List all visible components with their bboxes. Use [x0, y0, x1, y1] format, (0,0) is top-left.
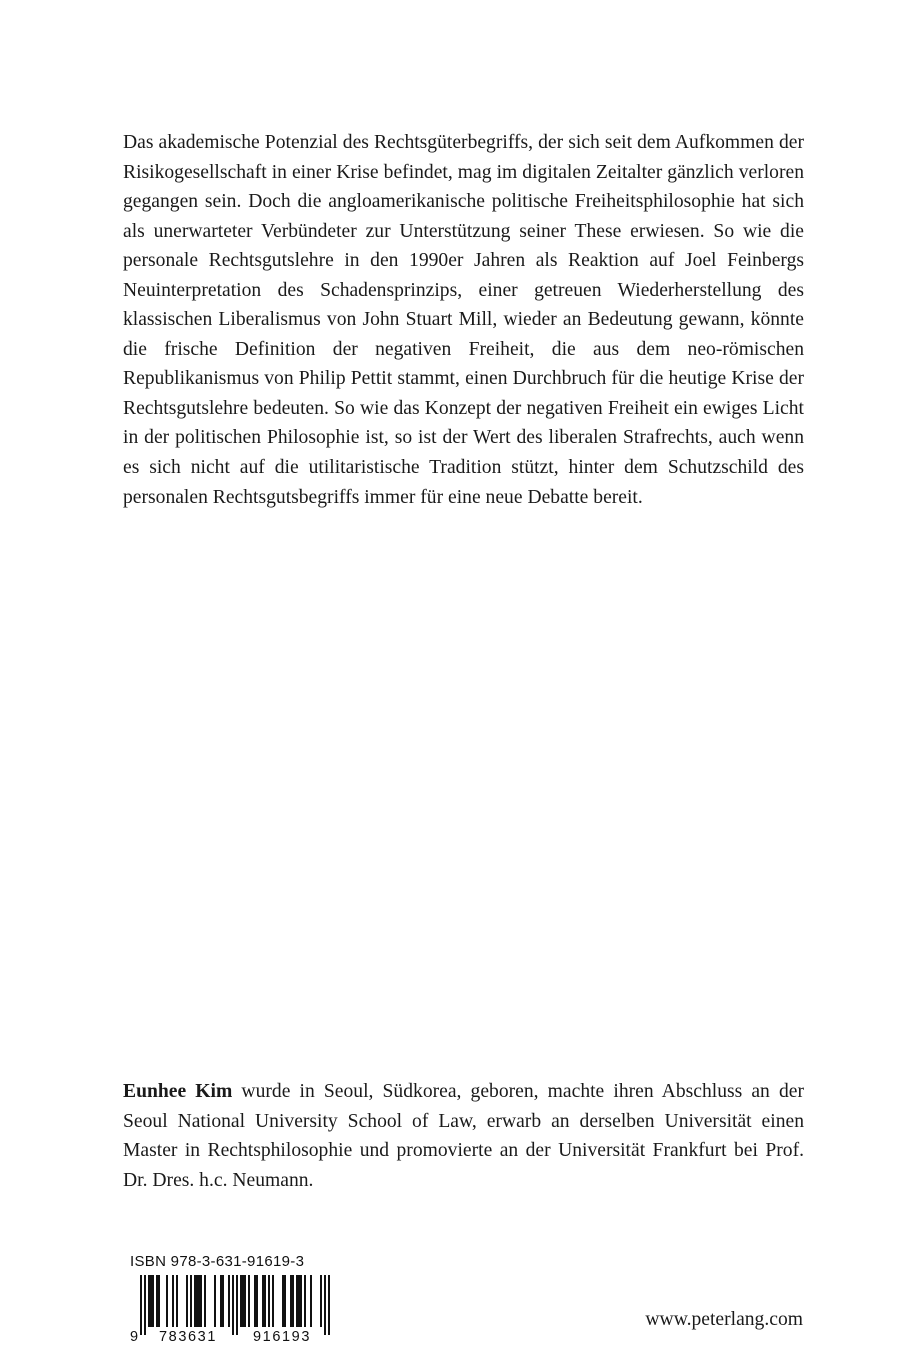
barcode-bar — [176, 1275, 178, 1327]
barcode-bar — [244, 1275, 246, 1327]
barcode-bar — [220, 1275, 222, 1327]
barcode-bar — [148, 1275, 150, 1327]
barcode-bar — [240, 1275, 242, 1327]
barcode-bar — [156, 1275, 158, 1327]
barcode-bar — [140, 1275, 142, 1335]
barcode-bar — [186, 1275, 188, 1327]
barcode-bar — [152, 1275, 154, 1327]
barcode-bar — [310, 1275, 312, 1327]
barcode-digits: 783631 — [159, 1329, 217, 1343]
barcode-bar — [282, 1275, 284, 1327]
isbn-label: ISBN 978-3-631-91619-3 — [130, 1253, 305, 1270]
author-name: Eunhee Kim — [123, 1081, 233, 1102]
publisher-website: www.peterlang.com — [645, 1309, 803, 1330]
barcode-bar — [172, 1275, 174, 1327]
barcode-bar — [150, 1275, 152, 1327]
book-abstract: Das akademische Potenzial des Rechtsgüterbegriffs, der sich seit dem Aufkommen der Risikogesellschaft in einer Krise befindet, mag im digitalen Zeitalter gänzlich verloren gegangen sein. Doch die angloamerikanische politische Freiheitsphilosophie hat sich als unerwarteter Verbündeter zur Unterstützung seiner These erwiesen. So wie die personale Rechtsgutslehre in den 1990er Jahren als Reaktion auf Joel Feinbergs Neuinterpretation des Schadensprinzips, einer getreuen Wiederherstellung des klassischen Liberalismus von John Stuart Mill, wieder an Bedeutung gewann, könnte die frische Definition der negativen Freiheit, die aus dem neo-römischen Republikanismus von Philip Pettit stammt, einen Durchbruch für die heutige Krise der Rechtsgutslehre bedeuten. So wie das Konzept der negativen Freiheit ein ewiges Licht in der politischen Philosophie ist, so ist der Wert des liberalen Strafrechts, auch wenn es sich nicht auf die utilitaristische Tradition stützt, hinter dem Schutzschild des personalen Rechtsgutsbegriffs immer für eine neue Debatte bereit. — [123, 132, 804, 508]
barcode-bar — [190, 1275, 192, 1327]
barcode-bar — [290, 1275, 292, 1327]
barcode-bar — [232, 1275, 234, 1335]
isbn-barcode — [128, 1275, 338, 1343]
barcode-bar — [196, 1275, 198, 1327]
barcode-bar — [198, 1275, 200, 1327]
barcode-bar — [320, 1275, 322, 1327]
barcode-digits: 9 — [130, 1329, 140, 1343]
barcode-bar — [264, 1275, 266, 1327]
barcode-bar — [262, 1275, 264, 1327]
isbn-barcode-block — [128, 1253, 338, 1343]
barcode-bar — [268, 1275, 270, 1327]
barcode-bar — [166, 1275, 168, 1327]
barcode-bar — [242, 1275, 244, 1327]
barcode-bar — [328, 1275, 330, 1335]
barcode-bar — [296, 1275, 298, 1327]
barcode-bar — [228, 1275, 230, 1327]
author-bio-text: wurde in Seoul, Südkorea, geboren, machte ihren Abschluss an der Seoul National University School of Law, erwarb an derselben Universität einen Master in Rechtsphilosophie und promovierte an der Universität Frankfurt bei Prof. Dr. Dres. h.c. Neumann. — [123, 1081, 804, 1191]
barcode-bar — [272, 1275, 274, 1327]
barcode-bar — [200, 1275, 202, 1327]
author-bio — [123, 1077, 804, 1195]
barcode-bar — [292, 1275, 294, 1327]
barcode-bar — [284, 1275, 286, 1327]
barcode-bar — [204, 1275, 206, 1327]
barcode-bar — [144, 1275, 146, 1335]
barcode-bar — [214, 1275, 216, 1327]
barcode-bar — [256, 1275, 258, 1327]
barcode-bar — [158, 1275, 160, 1327]
barcode-bar — [222, 1275, 224, 1327]
barcode-bar — [300, 1275, 302, 1327]
barcode-bar — [248, 1275, 250, 1327]
barcode-digits: 916193 — [253, 1329, 311, 1343]
barcode-bar — [304, 1275, 306, 1327]
barcode-bar — [254, 1275, 256, 1327]
barcode-bar — [236, 1275, 238, 1335]
barcode-bar — [324, 1275, 326, 1335]
barcode-bar — [194, 1275, 196, 1327]
barcode-bar — [298, 1275, 300, 1327]
